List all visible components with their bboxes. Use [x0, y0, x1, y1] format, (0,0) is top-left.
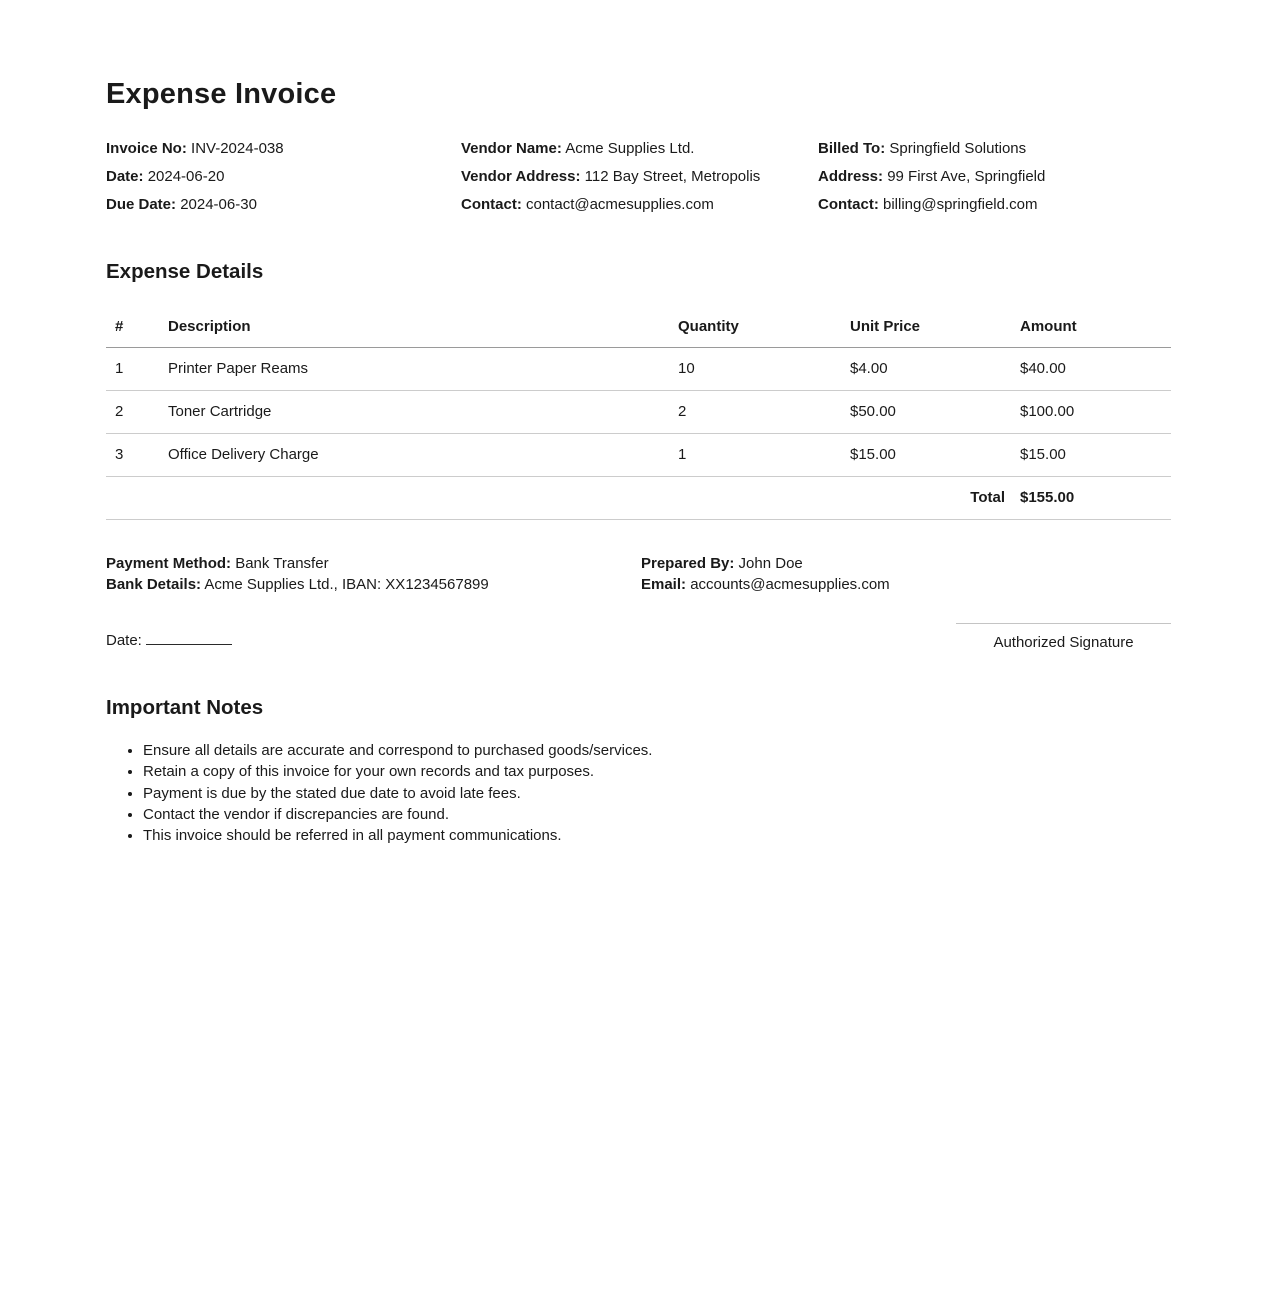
invoice-due-date-value: 2024-06-30 [180, 196, 257, 213]
billing-address-value: 99 First Ave, Springfield [887, 168, 1046, 185]
column-header-quantity: Quantity [678, 307, 850, 348]
vendor-name-label: Vendor Name: [461, 140, 562, 157]
row-amount: $15.00 [1020, 434, 1171, 477]
billing-address-label: Address: [818, 168, 884, 185]
table-row [106, 434, 1171, 477]
invoice-date-line [106, 163, 461, 191]
expense-details-heading: Expense Details [106, 260, 264, 283]
table-row [106, 391, 1171, 434]
table-row [106, 348, 1171, 391]
note-item: • Contact the vendor if discrepancies are found. [143, 804, 1171, 825]
vendor-address-line [461, 163, 818, 191]
row-number: 2 [106, 391, 168, 434]
bank-details-label: Bank Details: [106, 576, 202, 593]
date-blank-line [146, 632, 232, 645]
total-label: Total [850, 477, 1020, 520]
row-description: Printer Paper Reams [168, 348, 678, 391]
date-field [106, 632, 232, 651]
vendor-info [461, 135, 818, 219]
bank-details-value: Acme Supplies Ltd., IBAN: XX1234567899 [204, 576, 489, 593]
column-header-description: Description [168, 307, 678, 348]
invoice-date-label: Date: [106, 168, 144, 185]
vendor-address-value: 112 Bay Street, Metropolis [584, 168, 761, 185]
billed-to-line [818, 135, 1171, 163]
expense-table [106, 307, 1171, 520]
note-item: • Ensure all details are accurate and correspond to purchased goods/services. [143, 740, 1171, 761]
payment-method-label: Payment Method: [106, 555, 232, 572]
authorized-signature-field [956, 623, 1171, 651]
billing-contact-label: Contact: [818, 196, 879, 213]
billing-contact-value: billing@springfield.com [883, 196, 1038, 213]
column-header-number: # [106, 307, 168, 348]
prepared-email-label: Email: [641, 576, 687, 593]
row-number: 3 [106, 434, 168, 477]
row-unit-price: $15.00 [850, 434, 1020, 477]
billing-contact-line [818, 191, 1171, 219]
bank-details-line [106, 574, 641, 595]
vendor-contact-line [461, 191, 818, 219]
billing-info [818, 135, 1171, 219]
prepared-by-value: John Doe [738, 555, 803, 572]
vendor-contact-value: contact@acmesupplies.com [526, 196, 714, 213]
row-quantity: 2 [678, 391, 850, 434]
prepared-email-value: accounts@acmesupplies.com [690, 576, 890, 593]
row-amount: $40.00 [1020, 348, 1171, 391]
row-amount: $100.00 [1020, 391, 1171, 434]
row-quantity: 1 [678, 434, 850, 477]
note-item: • This invoice should be referred in all payment communications. [143, 825, 1171, 846]
billed-to-label: Billed To: [818, 140, 886, 157]
prepared-by-line [641, 553, 1171, 574]
payment-section [106, 553, 1171, 595]
invoice-number-label: Invoice No: [106, 140, 187, 157]
prepared-by-block [641, 553, 1171, 595]
important-notes-heading: Important Notes [106, 696, 264, 719]
payment-method-value: Bank Transfer [235, 555, 329, 572]
note-item: • Retain a copy of this invoice for your own records and tax purposes. [143, 761, 1171, 782]
table-total-row [106, 477, 1171, 520]
column-header-unit-price: Unit Price [850, 307, 1020, 348]
signature-section [106, 623, 1171, 651]
column-header-amount: Amount [1020, 307, 1171, 348]
total-value: $155.00 [1020, 477, 1171, 520]
date-label: Date: [106, 632, 142, 649]
vendor-contact-label: Contact: [461, 196, 522, 213]
row-unit-price: $50.00 [850, 391, 1020, 434]
billed-to-value: Springfield Solutions [889, 140, 1027, 157]
invoice-due-date-label: Due Date: [106, 196, 177, 213]
table-header-row [106, 307, 1171, 348]
vendor-name-value: Acme Supplies Ltd. [565, 140, 695, 157]
row-unit-price: $4.00 [850, 348, 1020, 391]
vendor-name-line [461, 135, 818, 163]
row-description: Office Delivery Charge [168, 434, 678, 477]
authorized-signature-label: Authorized Signature [993, 634, 1134, 651]
invoice-number-line [106, 135, 461, 163]
payment-method-block [106, 553, 641, 595]
invoice-number-value: INV-2024-038 [191, 140, 284, 157]
important-notes-list [106, 740, 1171, 846]
page-title: Expense Invoice [106, 78, 337, 110]
row-quantity: 10 [678, 348, 850, 391]
prepared-by-label: Prepared By: [641, 555, 735, 572]
payment-method-line [106, 553, 641, 574]
row-number: 1 [106, 348, 168, 391]
invoice-due-date-line [106, 191, 461, 219]
invoice-date-value: 2024-06-20 [147, 168, 225, 185]
vendor-address-label: Vendor Address: [461, 168, 581, 185]
prepared-email-line [641, 574, 1171, 595]
note-item: • Payment is due by the stated due date to avoid late fees. [143, 783, 1171, 804]
invoice-info-section [106, 135, 1171, 219]
billing-address-line [818, 163, 1171, 191]
invoice-info-left [106, 135, 461, 219]
row-description: Toner Cartridge [168, 391, 678, 434]
